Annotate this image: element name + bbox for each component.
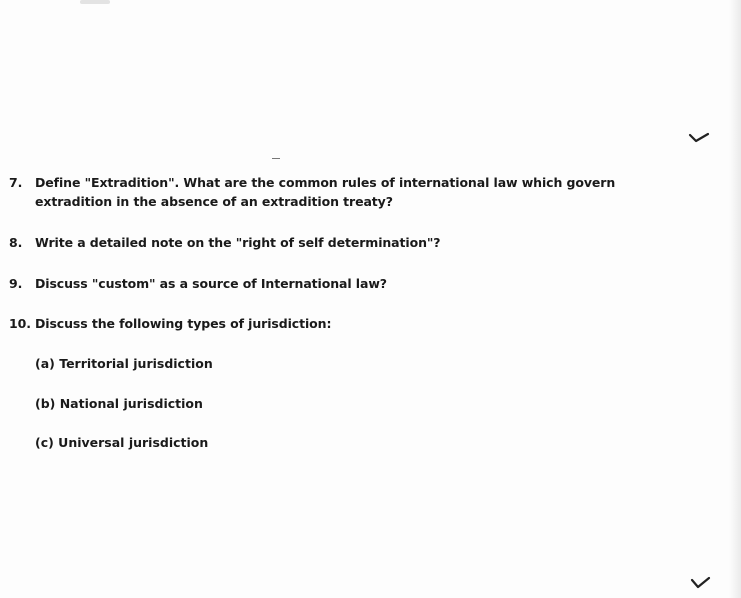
question-number: 9.	[9, 276, 23, 291]
subitem-national: (b) National jurisdiction	[35, 396, 203, 411]
question-text-continued: extradition in the absence of an extradition treaty?	[35, 194, 393, 209]
subitem-universal: (c) Universal jurisdiction	[35, 435, 209, 450]
question-number: 8.	[9, 235, 23, 250]
subitem-territorial: (a) Territorial jurisdiction	[35, 356, 213, 371]
question-number: 7.	[9, 175, 23, 190]
question-text: Discuss "custom" as a source of International law?	[35, 276, 387, 291]
check-mark-icon	[690, 576, 712, 590]
scan-mark	[272, 158, 280, 159]
question-text: Discuss the following types of jurisdiction:	[35, 316, 332, 331]
question-number: 10.	[9, 316, 31, 331]
page-edge-shadow	[729, 0, 741, 598]
check-mark-icon	[688, 130, 710, 144]
question-text: Write a detailed note on the "right of self determination"?	[35, 235, 441, 250]
scan-smudge	[80, 0, 110, 4]
question-text: Define "Extradition". What are the common rules of international law which govern	[35, 175, 616, 190]
